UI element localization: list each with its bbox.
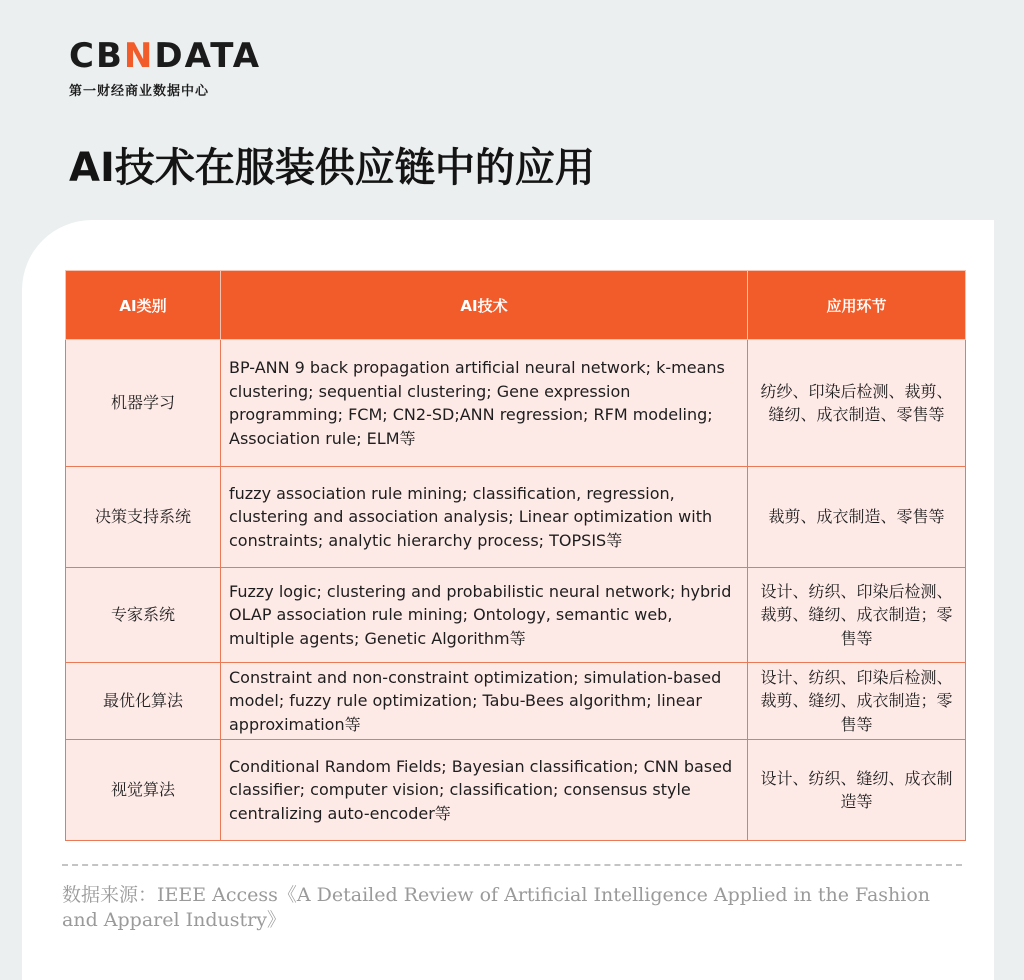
page-title: AI技术在服装供应链中的应用 (69, 145, 595, 191)
table-row (66, 740, 966, 841)
row-technology: Conditional Random Fields; Bayesian classification; CNN based classifier; computer vision; classification; consensus style centralizing auto-encoder等 (221, 740, 748, 841)
row-application: 设计、纺织、印染后检测、裁剪、缝纫、成衣制造；零售等 (748, 568, 966, 663)
logo-text-post: DATA (154, 36, 262, 76)
row-category: 专家系统 (66, 568, 221, 663)
header-application-stage: 应用环节 (748, 271, 966, 340)
logo-wordmark (69, 36, 261, 76)
row-application: 纺纱、印染后检测、裁剪、缝纫、成衣制造、零售等 (748, 340, 966, 467)
logo-text-mark: N (123, 36, 155, 76)
table-row (66, 467, 966, 568)
row-application: 裁剪、成衣制造、零售等 (748, 467, 966, 568)
row-category: 机器学习 (66, 340, 221, 467)
table-row (66, 568, 966, 663)
header-ai-category: AI类别 (66, 271, 221, 340)
row-application: 设计、纺织、印染后检测、裁剪、缝纫、成衣制造；零售等 (748, 663, 966, 740)
row-technology: fuzzy association rule mining; classification, regression, clustering and association analysis; Linear optimization with constraints; analytic hierarchy process; TOPSIS等 (221, 467, 748, 568)
row-application: 设计、纺织、缝纫、成衣制造等 (748, 740, 966, 841)
table-row (66, 340, 966, 467)
brand-logo (69, 36, 261, 99)
dashed-divider (62, 864, 962, 866)
row-technology: Fuzzy logic; clustering and probabilistic neural network; hybrid OLAP association rule mining; Ontology, semantic web, multiple agents; Genetic Algorithm等 (221, 568, 748, 663)
ai-application-table (65, 270, 966, 841)
header-ai-technology: AI技术 (221, 271, 748, 340)
row-technology: Constraint and non-constraint optimization; simulation-based model; fuzzy rule optimization; Tabu-Bees algorithm; linear approximation等 (221, 663, 748, 740)
row-technology: BP-ANN 9 back propagation artificial neural network; k-means clustering; sequential clustering; Gene expression programming; FCM; CN2-SD;ANN regression; RFM modeling; Association rule; ELM等 (221, 340, 748, 467)
logo-subtitle: 第一财经商业数据中心 (69, 84, 210, 99)
row-category: 决策支持系统 (66, 467, 221, 568)
row-category: 视觉算法 (66, 740, 221, 841)
table-row (66, 663, 966, 740)
table-header-row (66, 271, 966, 340)
row-category: 最优化算法 (66, 663, 221, 740)
logo-text-pre: CB (69, 36, 124, 76)
source-note: 数据来源：IEEE Access《A Detailed Review of Artificial Intelligence Applied in the Fashion and Apparel Industry》 (62, 884, 931, 931)
